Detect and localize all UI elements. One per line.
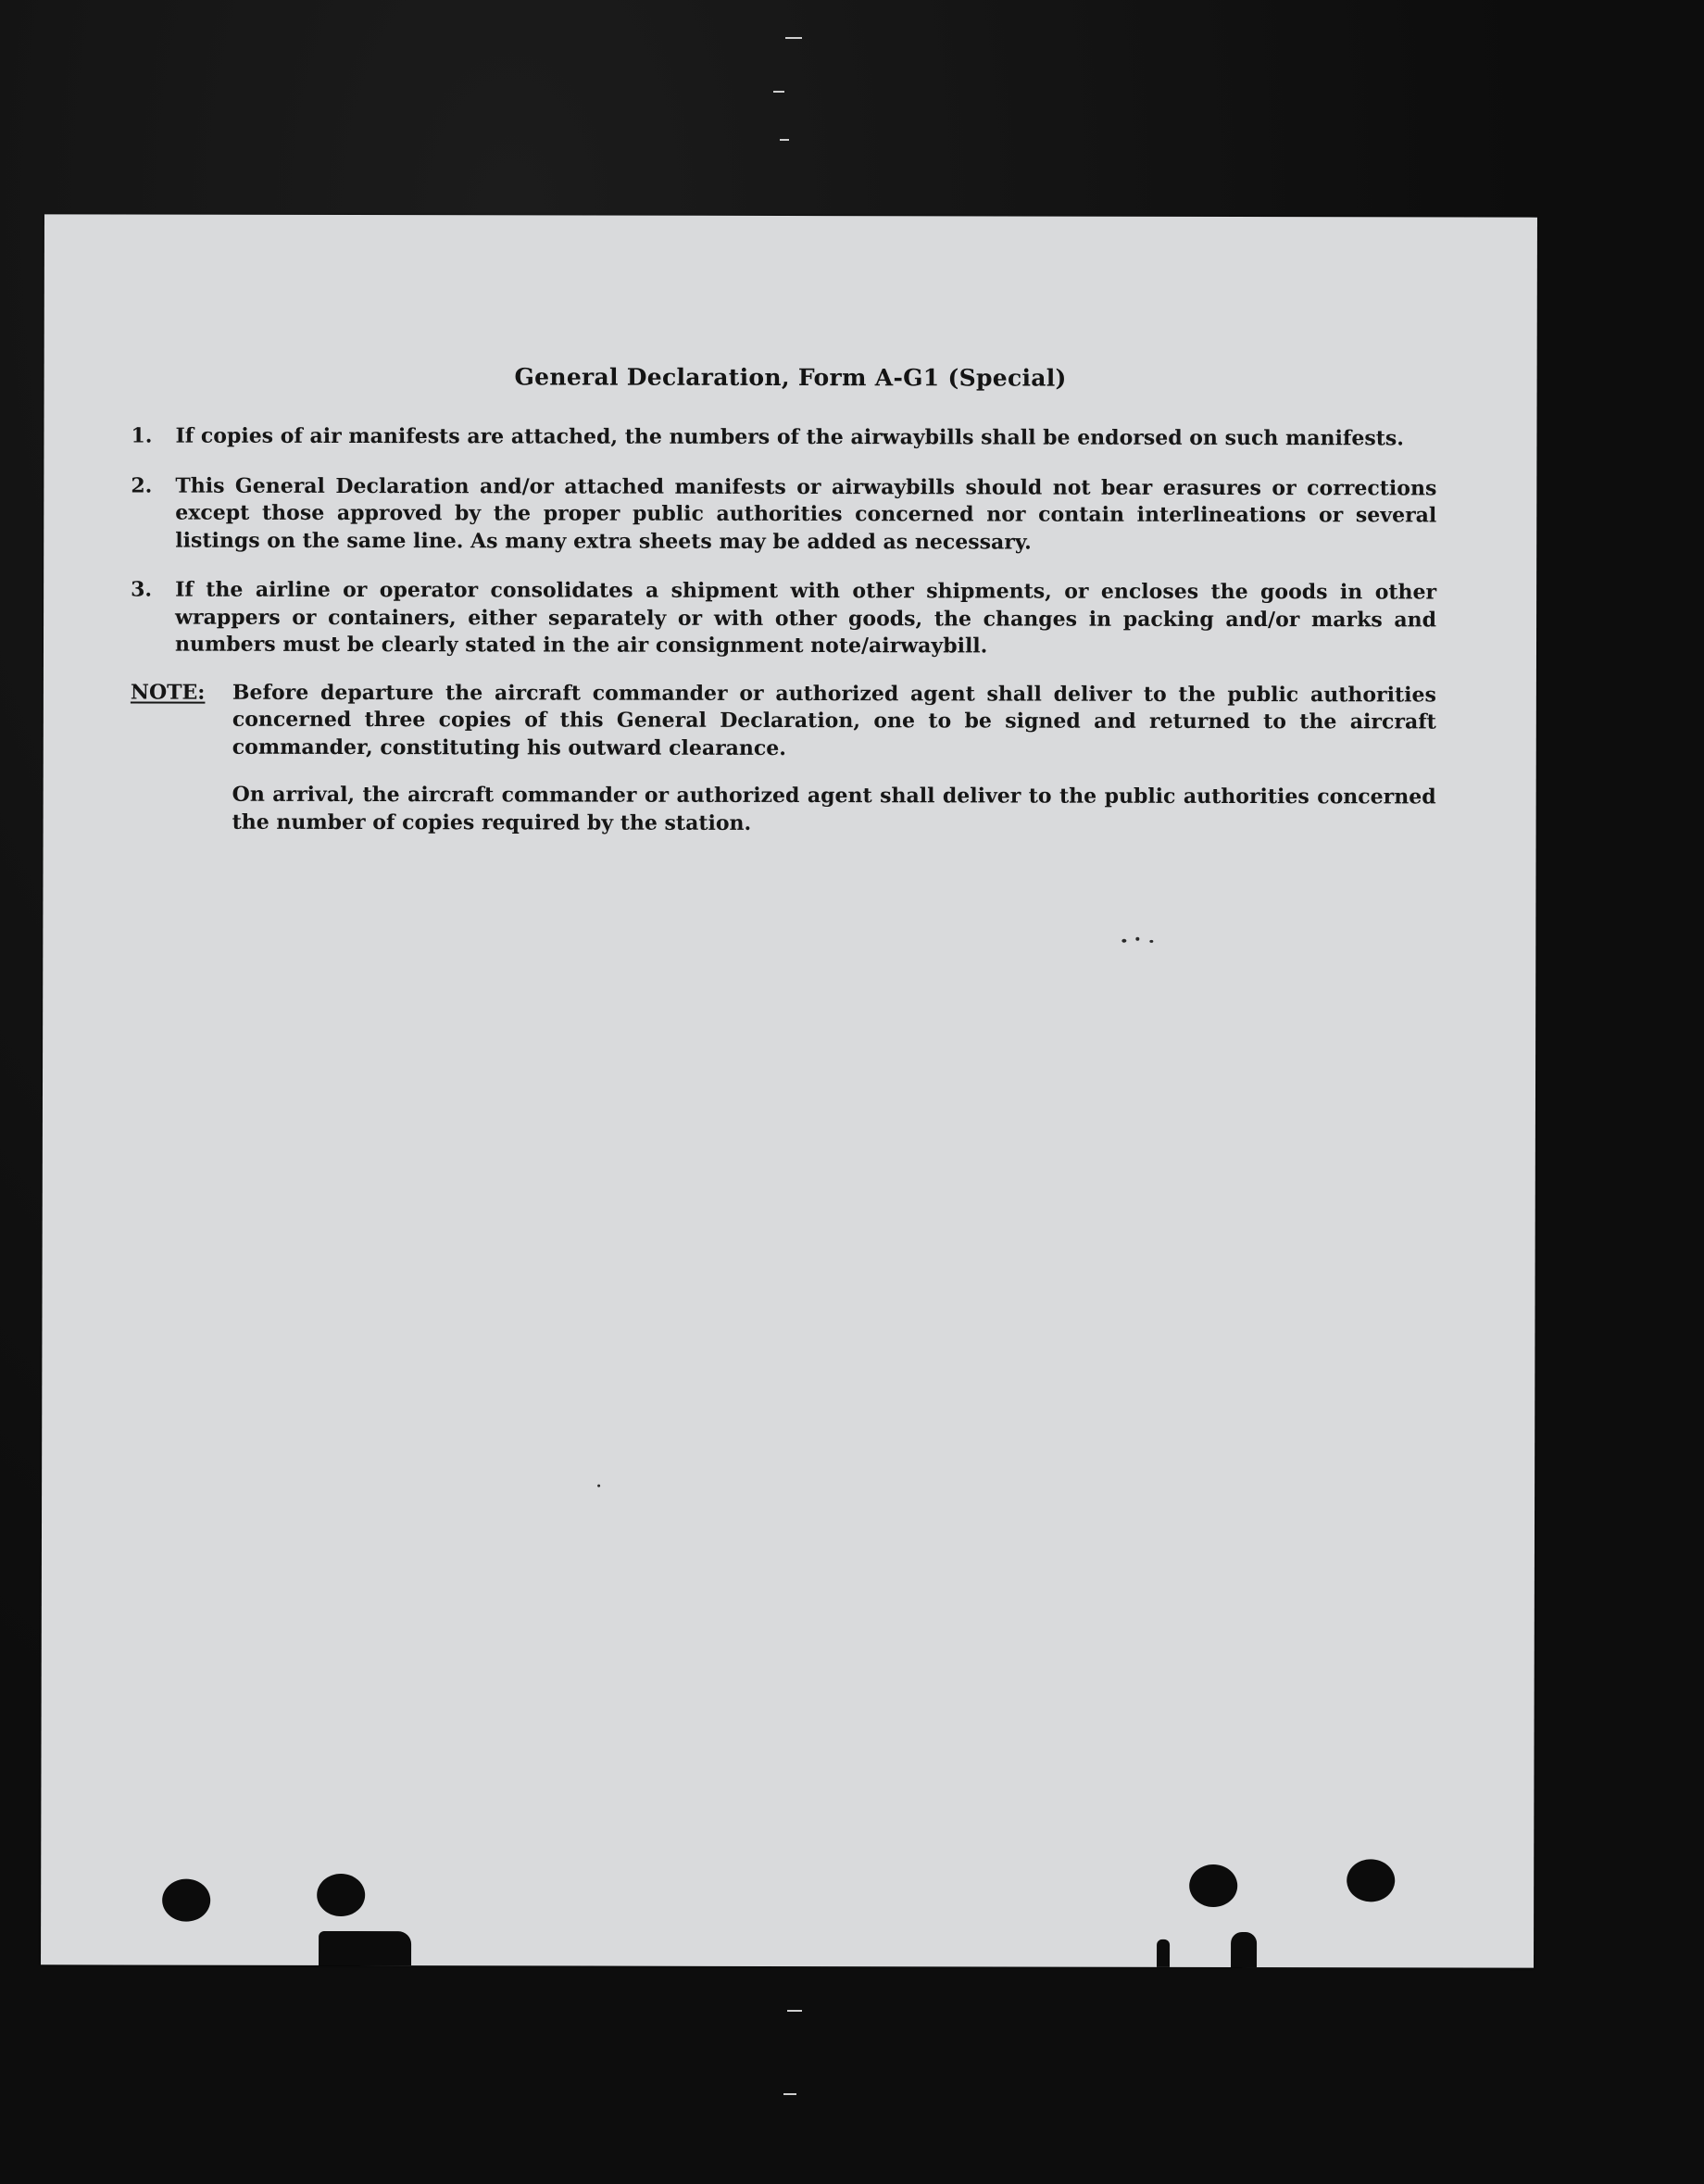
document-page bbox=[41, 214, 1537, 1967]
list-item bbox=[131, 577, 1436, 661]
item-text: If the airline or operator consolidates a shipment with other shipments, or encloses the goods in other wrappers or containers, either separately or with other goods, the changes in packing and/or marks and numbers must be clearly stated in the air consignment note/airwaybill. bbox=[174, 577, 1437, 659]
binding-tab bbox=[1231, 1932, 1257, 1967]
scan-speck bbox=[1149, 940, 1153, 943]
film-edge-mark bbox=[785, 37, 802, 39]
punch-hole bbox=[1347, 1859, 1395, 1902]
punch-hole bbox=[1189, 1864, 1237, 1907]
note-label: NOTE: bbox=[130, 680, 206, 705]
item-number: 1. bbox=[131, 423, 153, 448]
punch-hole bbox=[317, 1874, 365, 1916]
document-title: General Declaration, Form A-G1 (Special) bbox=[514, 363, 1067, 392]
film-edge-mark bbox=[780, 139, 789, 141]
note-paragraph: Before departure the aircraft commander or authorized agent shall deliver to the public authorities concerned three copies of this General Declaration, one to be signed and returned to the aircraft commander, constituting his outward clearance. bbox=[232, 680, 1436, 760]
item-number: 3. bbox=[131, 577, 153, 602]
film-edge-mark bbox=[787, 2010, 802, 2012]
scan-speck bbox=[1135, 937, 1139, 941]
binding-tab bbox=[319, 1931, 411, 1965]
list-item bbox=[131, 423, 1436, 453]
scan-speck bbox=[1121, 939, 1126, 943]
note-paragraph: On arrival, the aircraft commander or authorized agent shall deliver to the public authorities concerned the number of copies required by the station. bbox=[232, 782, 1436, 835]
film-edge-mark bbox=[783, 2093, 796, 2095]
item-text: This General Declaration and/or attached manifests or airwaybills should not bear erasures or corrections except those approved by the proper public authorities concerned nor contain interlineations or several listings on the same line. As many extra sheets may be added as necessary. bbox=[175, 473, 1437, 555]
note-body bbox=[232, 679, 1436, 859]
binding-tab bbox=[1157, 1939, 1170, 1967]
punch-hole bbox=[162, 1879, 210, 1922]
list-item bbox=[131, 472, 1436, 557]
instructions-list bbox=[131, 423, 1437, 860]
item-text: If copies of air manifests are attached, the numbers of the airwaybills shall be endorsed on such manifests. bbox=[175, 423, 1405, 451]
film-edge-mark bbox=[773, 91, 784, 93]
item-number: 2. bbox=[131, 473, 153, 498]
scan-speck bbox=[597, 1485, 600, 1487]
note-section bbox=[131, 679, 1436, 859]
